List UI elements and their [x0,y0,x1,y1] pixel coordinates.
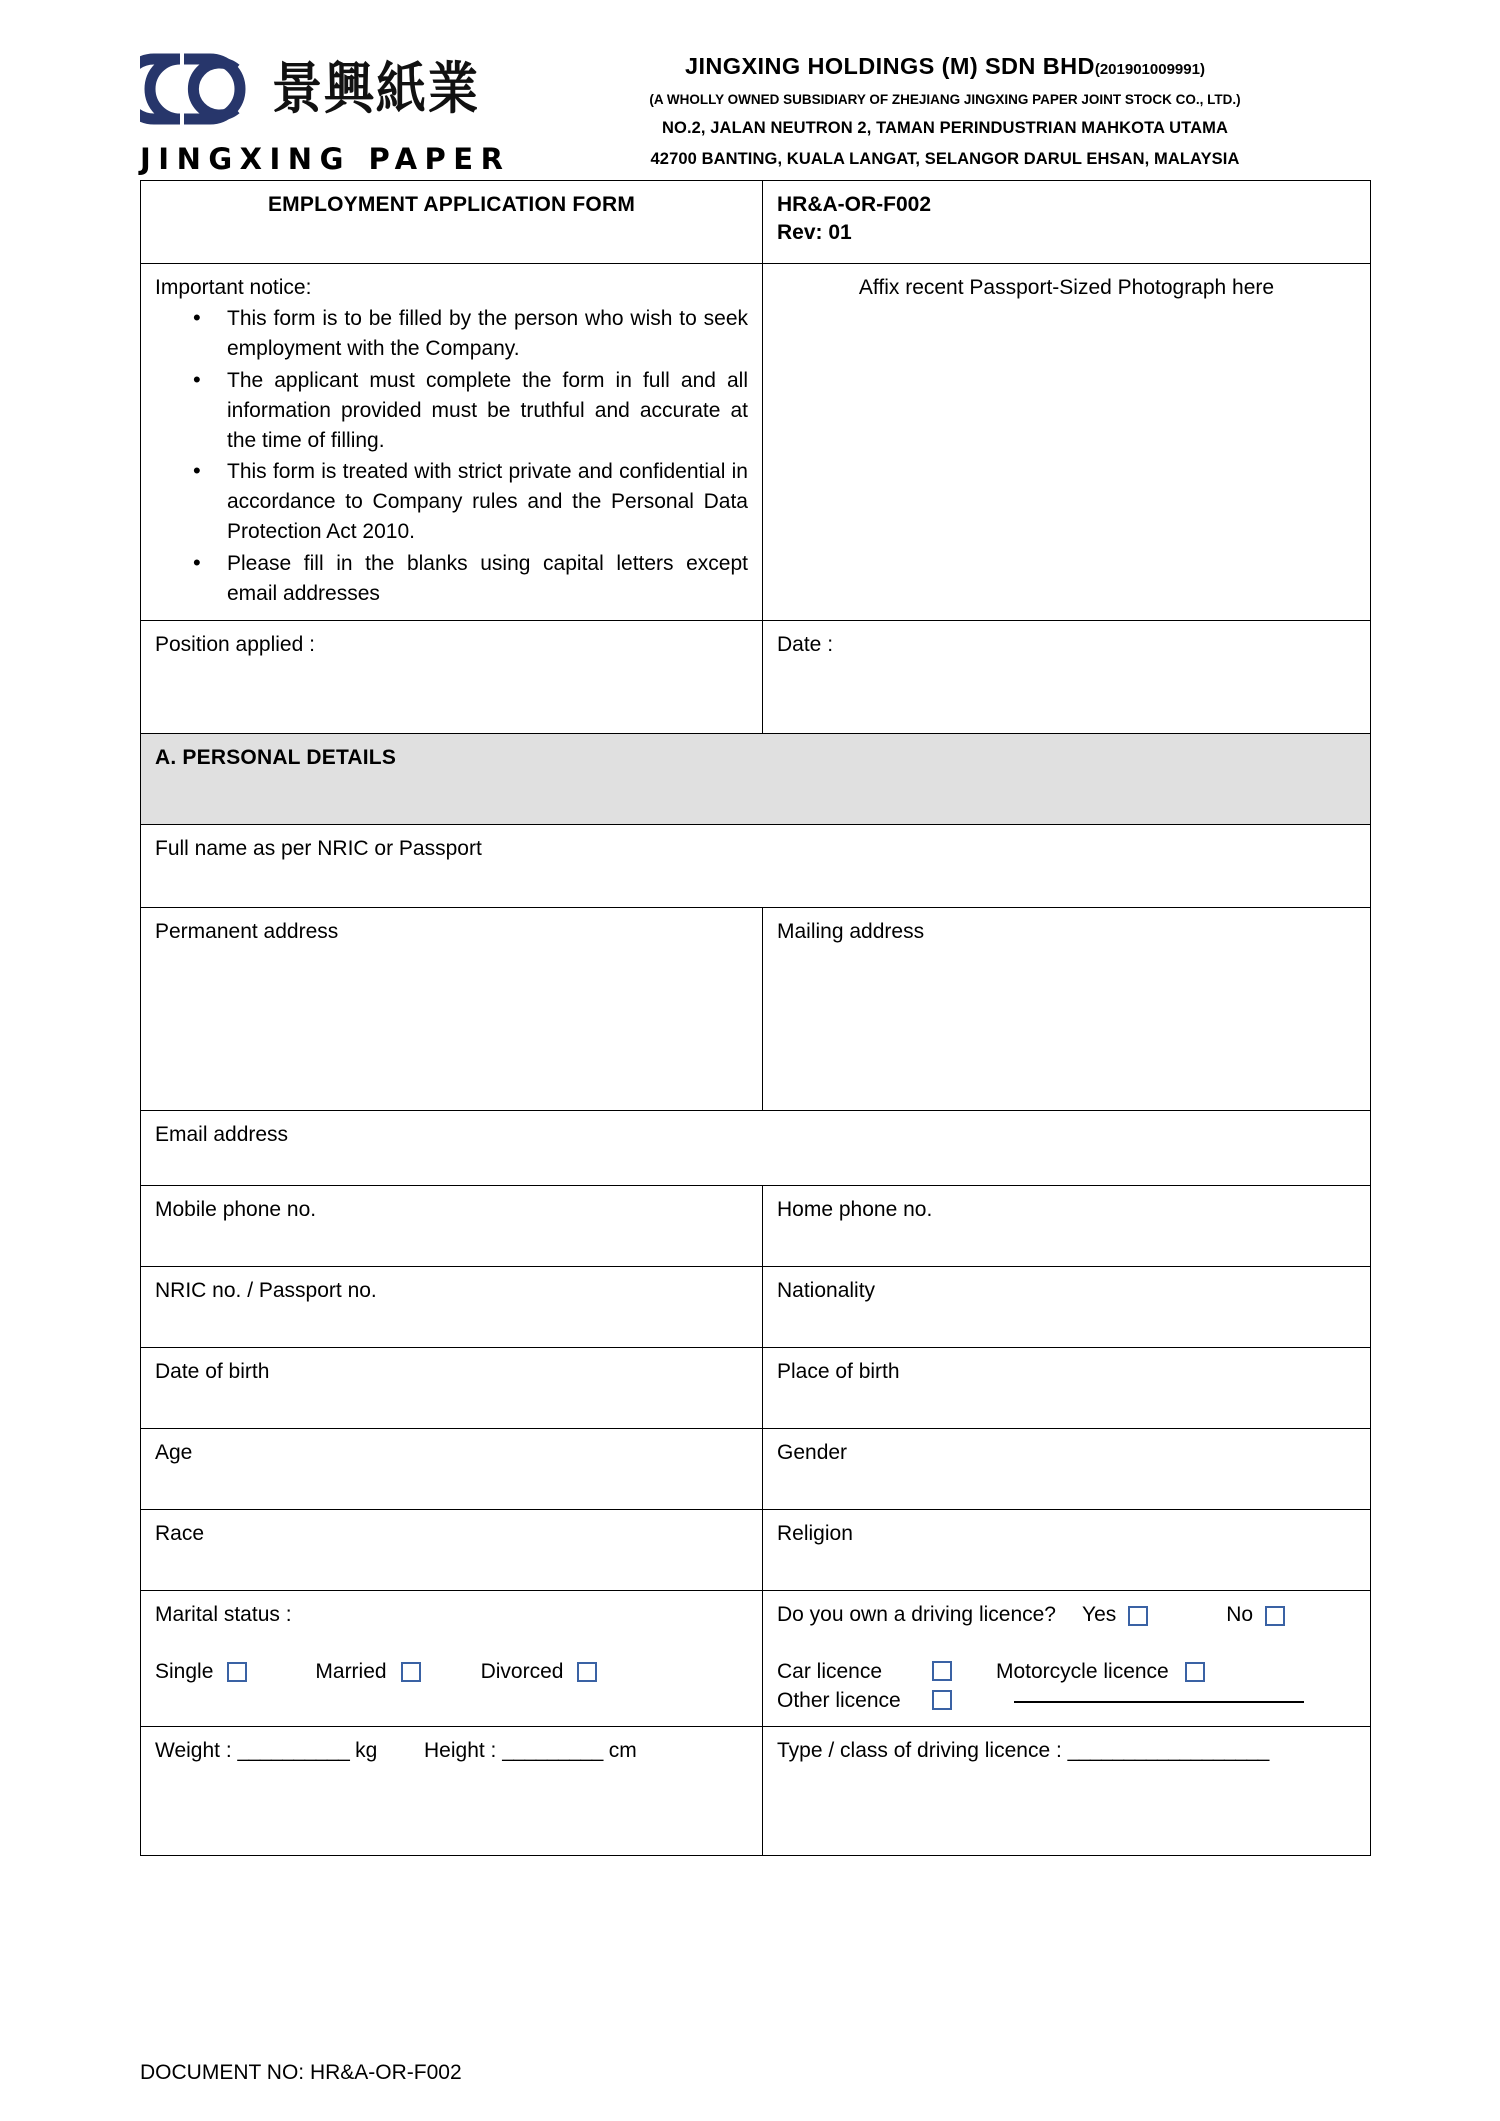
driving-licence-question-row [777,1601,1356,1629]
other-licence-checkbox-wrap[interactable] [932,1687,996,1716]
weight-height-group [141,1726,763,1855]
marital-status-group [141,1591,763,1726]
marital-option-single[interactable] [155,1658,247,1686]
licence-no-label: No [1226,1603,1254,1627]
marital-option-divorced-label: Divorced [480,1659,564,1683]
race-field[interactable]: Race [141,1510,763,1591]
logo-latin-name: JINGXING PAPER [140,142,511,176]
measurements-row [141,1726,1371,1855]
checkbox-car-licence-icon[interactable] [932,1661,952,1681]
race-religion-row [141,1510,1371,1591]
religion-field[interactable]: Religion [763,1510,1371,1591]
driving-licence-group [763,1591,1371,1726]
doc-code: HR&A-OR-F002 [777,193,932,216]
important-notice [141,264,763,621]
motorcycle-licence-label: Motorcycle licence [996,1659,1169,1683]
age-gender-row [141,1429,1371,1510]
marital-option-married-label: Married [315,1659,387,1683]
checkbox-married-icon[interactable] [401,1662,421,1682]
gender-field[interactable]: Gender [763,1429,1371,1510]
checkbox-licence-yes-icon[interactable] [1128,1606,1148,1626]
car-licence-label: Car licence [777,1659,883,1683]
jingxing-cc-monogram-icon [140,53,256,125]
licence-other-row [777,1687,1356,1716]
company-logo [140,42,511,176]
birth-row [141,1348,1371,1429]
nric-nationality-row [141,1267,1371,1348]
checkbox-divorced-icon[interactable] [577,1662,597,1682]
photo-placeholder[interactable]: Affix recent Passport-Sized Photograph here [763,264,1371,621]
form-title-row [141,181,1371,264]
nationality-field[interactable]: Nationality [763,1267,1371,1348]
height-label: Height : [424,1738,497,1762]
position-applied-field[interactable]: Position applied : [141,621,763,734]
phone-row [141,1186,1371,1267]
place-of-birth-field[interactable]: Place of birth [763,1348,1371,1429]
notice-row [141,264,1371,621]
address-line-2: 42700 BANTING, KUALA LANGAT, SELANGOR DARUL EHSAN, MALAYSIA [650,150,1240,169]
mailing-address-field[interactable]: Mailing address [763,908,1371,1111]
other-licence-label: Other licence [777,1688,901,1712]
permanent-address-field[interactable]: Permanent address [141,908,763,1111]
weight-unit: kg [355,1738,378,1762]
marital-licence-row [141,1591,1371,1726]
weight-blank[interactable]: __________ [237,1738,350,1762]
marital-status-options [155,1658,748,1686]
licence-yes-label: Yes [1082,1603,1117,1627]
marital-option-divorced[interactable] [481,1658,598,1686]
logo-chinese-name: 景興紙業 [272,55,480,122]
email-address-field[interactable]: Email address [141,1111,1371,1186]
form-title: EMPLOYMENT APPLICATION FORM [141,181,763,264]
other-licence-write-in-line[interactable] [1014,1700,1304,1703]
licence-car-motorcycle-row [777,1658,1356,1687]
marital-option-single-label: Single [155,1659,214,1683]
full-name-row [141,825,1371,908]
company-name-line [490,52,1400,81]
notice-item: • This form is treated with strict private and confidential in accordance to Company rules and the Personal Data Protection Act 2010. [155,457,748,546]
marital-option-married[interactable] [315,1658,420,1686]
full-name-field[interactable]: Full name as per NRIC or Passport [141,825,1371,908]
doc-revision: Rev: 01 [777,221,852,245]
checkbox-single-icon[interactable] [227,1662,247,1682]
notice-item: • Please fill in the blanks using capital letters except email addresses [155,549,748,609]
height-unit: cm [608,1738,637,1762]
driving-licence-question: Do you own a driving licence? [777,1603,1056,1627]
company-name: JINGXING HOLDINGS (M) SDN BHD [685,53,1095,79]
section-a-header-row [141,734,1371,825]
checkbox-motorcycle-licence-icon[interactable] [1185,1662,1205,1682]
notice-heading: Important notice: [155,276,312,299]
section-a-heading: A. PERSONAL DETAILS [141,734,1371,825]
doc-code-cell [763,181,1371,264]
licence-option-no[interactable] [1226,1601,1285,1629]
licence-type-class-group [763,1726,1371,1855]
company-details [480,42,1400,169]
licence-option-yes[interactable] [1082,1601,1148,1629]
email-row [141,1111,1371,1186]
date-of-birth-field[interactable]: Date of birth [141,1348,763,1429]
notice-item: • The applicant must complete the form in full and all information provided must be truthful and accurate at the time of filling. [155,366,748,455]
marital-status-label: Marital status : [155,1603,292,1627]
subsidiary-line: (A WHOLLY OWNED SUBSIDIARY OF ZHEJIANG JINGXING PAPER JOINT STOCK CO., LTD.) [649,92,1241,108]
notice-item: • This form is to be filled by the person who wish to seek employment with the Company. [155,304,748,364]
notice-list [155,304,748,608]
car-licence-checkbox-wrap[interactable] [932,1658,996,1687]
letterhead [0,0,1500,176]
licence-type-class-blank[interactable]: __________________ [1067,1738,1269,1762]
document-footer: DOCUMENT NO: HR&A-OR-F002 [140,2061,462,2084]
checkbox-other-licence-icon[interactable] [932,1690,952,1710]
mobile-phone-field[interactable]: Mobile phone no. [141,1186,763,1267]
nric-passport-field[interactable]: NRIC no. / Passport no. [141,1267,763,1348]
checkbox-licence-no-icon[interactable] [1265,1606,1285,1626]
licence-type-class-label: Type / class of driving licence : [777,1738,1062,1762]
address-line-1: NO.2, JALAN NEUTRON 2, TAMAN PERINDUSTRIAN MAHKOTA UTAMA [662,119,1228,138]
address-row [141,908,1371,1111]
date-field[interactable]: Date : [763,621,1371,734]
form-table-wrapper [140,180,1370,1856]
height-blank[interactable]: _________ [502,1738,603,1762]
weight-label: Weight : [155,1738,232,1762]
company-registration-no: (201901009991) [1094,61,1205,78]
age-field[interactable]: Age [141,1429,763,1510]
position-date-row [141,621,1371,734]
home-phone-field[interactable]: Home phone no. [763,1186,1371,1267]
employment-application-form-table [140,180,1371,1856]
